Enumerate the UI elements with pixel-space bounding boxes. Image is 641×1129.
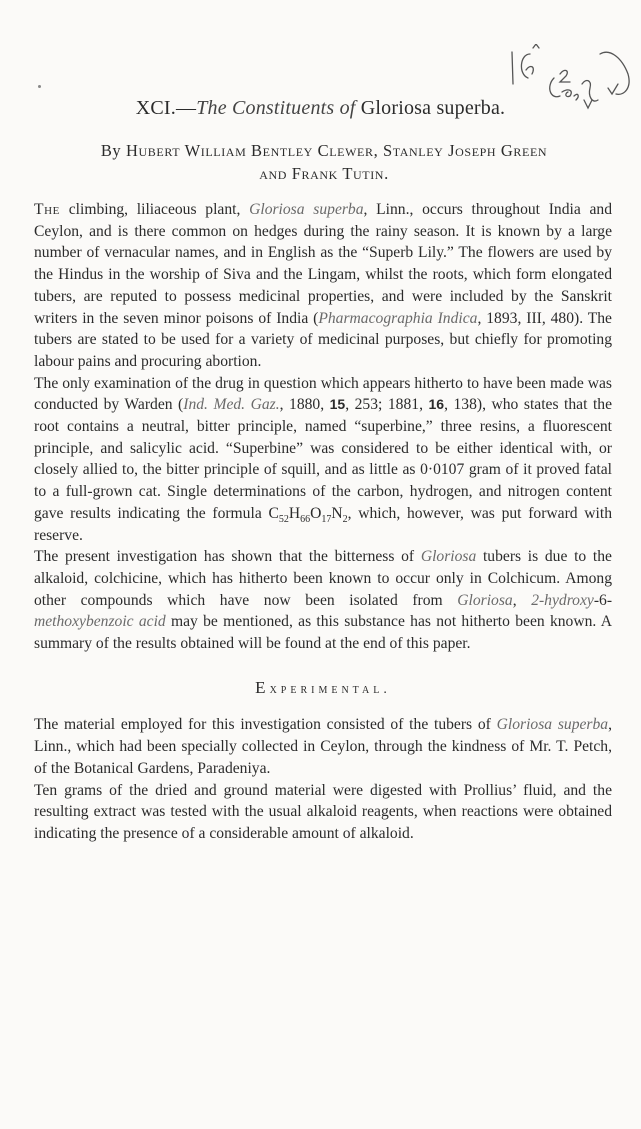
author-names: Hubert William Bentley Clewer, Stanley Joseph Green [126,141,548,160]
paragraph-present-investigation: The present investigation has shown that the bitterness of Gloriosa tubers is due to the alkaloid, colchicine, which has hitherto been known to occur only in Colchicum. Among other compounds which have now been isolated from Gloriosa, 2-hydroxy-6-methoxybenzoic acid may be mentioned, as this substance has not hitherto been known. A summary of the results obtained will be found at the end of this paper. [34,548,613,653]
paragraph-prollius: Ten grams of the dried and ground material were digested with Prollius’ fluid, and the resulting extract was tested with the usual alkaloid reagents, when reactions were obtained indicating the presence of a considerable amount of alkaloid. [34,781,612,842]
paragraph-intro: The climbing, liliaceous plant, Gloriosa superba, Linn., occurs throughout India and Ceylon, and is there common on hedges during the rainy season. It is known by a large number of vernacular names, and in English as the “Superb Lily.” The flowers are used by the Hindus in the worship of Siva and the Lingam, whilst the roots, which form elongated tubers, are reputed to possess medicinal properties, and were included by the Sanskrit writers in the seven minor poisons of India (Pharmacographia Indica, 1893, III, 480). The tubers are stated to be used for a variety of medicinal purposes, but chiefly for promoting labour pains and procuring abortion. [34,201,613,370]
paragraph-material: The material employed for this investigation consisted of the tubers of Gloriosa superba, Linn., which had been specially collected in Ceylon, through the kindness of Mr. T. Petch, of the Botanical Gardens, Paradeniya. [34,716,612,777]
stray-mark [38,85,41,88]
author-line: By Hubert William Bentley Clewer, Stanley Joseph Green and Frank Tutin. [100,141,548,183]
article-body [34,199,612,845]
section-heading-experimental: Experimental. [255,677,391,697]
paragraph-warden: The only examination of the drug in question which appears hitherto to have been made was conducted by Warden (Ind. Med. Gaz., 1880, 15, 253; 1881, 16, 138), who states that the root contains a neutral, bitter principle, named “superbine,” three resins, a fluorescent principle, and salicylic acid. “Superbine” was considered to be either identical with, or closely allied to, the bitter principle of squill, and as little as 0·0107 gram of it proved fatal to a full-grown cat. Single determinations of the carbon, hydrogen, and nitrogen content gave results indicating the formula $C_{52}H_{66}O_{17}N_2$, which, however, was put forward with reserve. [34,374,612,544]
article-title: XCI.—The Constituents of Gloriosa superba. [135,97,506,119]
